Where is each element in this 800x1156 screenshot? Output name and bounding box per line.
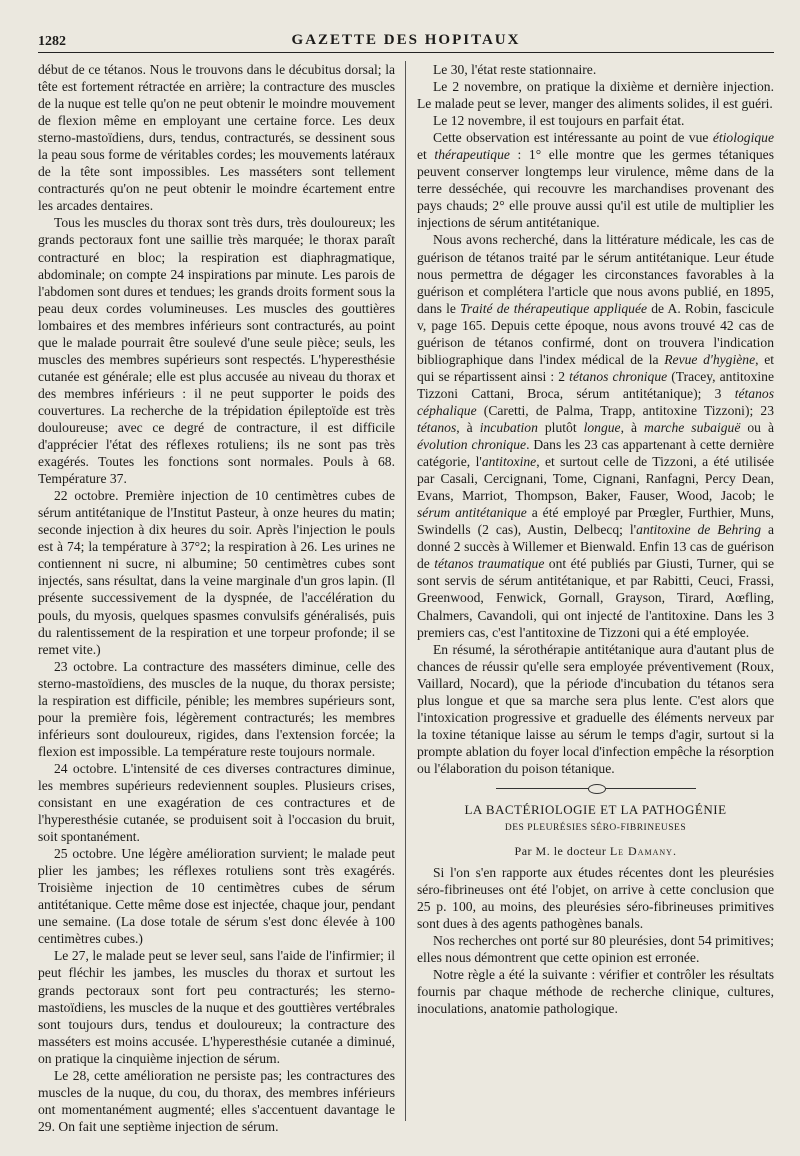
paragraph: 25 octobre. Une légère amélioration survient; le malade peut plier les jambes; les réflexes rotuliens sont très exagérés. Troisième injection de 10 centimètres cubes de sérum antitétanique. Cette même dose est injectée, chaque jour, pendant une semaine. (La dose totale de sérum s'est donc élevée à 100 centimètres cubes.) <box>38 846 395 947</box>
author-name: Le Damany <box>609 844 673 859</box>
observation-paragraph: Cette observation est intéressante au point de vue étiologique et thérapeutique : 1° elle montre que les germes tétaniques peuvent conserver longtemps leur virulence, même dans de la terre desséchée, qui recouvre les marchandises provenant des pays chauds; 2° elle prouve aussi qu'il est utile de multiplier les injections de sérum antitétanique. <box>417 130 774 231</box>
summary-paragraph: En résumé, la sérothérapie antitétanique aura d'autant plus de chances de réussir qu'elle sera employée préventivement (Roux, Vaillard, Nocard), que la période d'incubation du tétanos sera plus longue et que sa marche sera plus lente. C'est alors que l'intoxication progressive et graduelle des éléments nerveux par la toxine tétanique laisse au sérum le temps d'agir, surtout si la prompte ablation du foyer local d'infection empêche la résorption ou l'élaboration du poison tétanique. <box>417 641 774 776</box>
paragraph: Si l'on s'en rapporte aux études récentes dont les pleurésies séro-fibrineuses ont été l'objet, on arrive à cette conclusion que 25 p. 100, au moins, des pleurésies séro-fibrineuses primitives sont dues à des agents pathogènes banals. <box>417 865 774 932</box>
left-column <box>38 61 405 1134</box>
page-number: 1282 <box>38 34 66 49</box>
paragraph: Le 27, le malade peut se lever seul, sans l'aide de l'infirmier; il peut fléchir les jambes, les muscles du thorax et surtout les grands pectoraux sont fort peu contracturés; les sterno-mastoïdiens, les muscles de la nuque et des gouttières vertébrales sont toujours durs, tendus et douloureux; la contracture des masséters est moins accusée. L'hyperesthésie cutanée a diminué, on pratique la cinquième injection de sérum. <box>38 948 395 1066</box>
paragraph: début de ce tétanos. Nous le trouvons dans le décubitus dorsal; la tête est fortement rétractée en arrière; la contracture des muscles de la nuque est telle qu'on ne peut obtenir le moindre mouvement de flexion même en employant une certaine force. Les deux sterno-mastoïdiens, durs, tendus, contracturés, se dessinent sous la peau sous forme de véritables cordes; les mouvements latéraux de la tête sont impossibles. Les masséters sont tellement contracturés qu'on ne peut obtenir le moindre écartement entre les arcades dentaires. <box>38 62 395 214</box>
literature-paragraph: Nous avons recherché, dans la littérature médicale, les cas de guérison de tétanos traité par le sérum antitétanique. Leur étude nous permettra de dégager les circonstances favorables à la guérison et complétera l'article que nous avons publié, en 1895, dans le Traité de thérapeutique appliquée de A. Robin, fascicule v, page 165. Depuis cette époque, nous avons trouvé 42 cas de guérison de tétanos confirmé, dont on trouvera l'indication bibliographique dans l'index médical de la Revue d'hygiène, et qui se répartissent ainsi : 2 tétanos chronique (Tracey, antitoxine Tizzoni Cattani, Broca, sérum antitétanique); 3 tétanos céphalique (Caretti, de Palma, Trapp, antitoxine Tizzoni); 23 tétanos, à incubation plutôt longue, à marche subaiguë ou à évolution chronique. Dans les 23 cas appartenant à cette dernière catégorie, l'antitoxine, et surtout celle de Tizzoni, a été utilisée par Casali, Cercignani, Tome, Cignani, Ranfagni, Percy Dean, Evans, Marriot, Thompson, Baker, Fauser, Wood, Jacob; le sérum antitétanique a été employé par Prœgler, Furthier, Muns, Swindells (2 cas), Austin, Delbecq; l'antitoxine de Behring a donné 2 succès à Willemer et Bienwald. Enfin 13 cas de guérison de tétanos traumatique ont été publiés par Giusti, Turner, qui se sont servis de sérum antitétanique, et par Rabitti, Ceuci, Frassi, Greenwood, Fenwick, Gornall, Grayson, Tirard, Aœfling, Chalmers, Cavandoli, qui ont injecté de l'antitoxine. Dans les 3 premiers cas, c'est l'antitoxine de Tizzoni qui a été employée. <box>417 232 775 640</box>
paragraph: Notre règle a été la suivante : vérifier et contrôler les résultats fournis par chaque méthode de recherche clinique, cultures, inoculations, anatomie pathologique. <box>417 967 774 1017</box>
paragraph: 24 octobre. L'intensité de ces diverses contractures diminue, les membres supérieurs redeviennent souples. Plusieurs crises, consistant en une exagération de ces contractures et de l'hyperesthésie cutanée, se produisent soit à l'occasion du bruit, soit spontanément. <box>38 760 395 845</box>
paragraph: Nos recherches ont porté sur 80 pleurésies, dont 54 primitives; elles nous démontrent que cette opinion est erronée. <box>417 933 774 966</box>
text-columns <box>38 61 775 1134</box>
paragraph: Le 2 novembre, on pratique la dixième et dernière injection. Le malade peut se lever, manger des aliments solides, il est guéri. <box>417 79 774 112</box>
page-header <box>38 30 774 53</box>
section-title: LA BACTÉRIOLOGIE ET LA PATHOGÉNIE <box>464 801 727 817</box>
paragraph: 23 octobre. La contracture des masséters diminue, celle des sterno-mastoïdiens, des muscles de la nuque, du thorax persiste; la respiration est difficile, pénible; les membres supérieurs sont, pour la première fois, légèrement contracturés; les membres inférieurs sont douloureux, rigides, dans l'extension forcée; la flexion est impossible. La température reste toujours normale. <box>38 658 395 759</box>
section-subtitle: DES PLEURÉSIES SÉRO-FIBRINEUSES <box>504 823 687 834</box>
paragraph: Le 12 novembre, il est toujours en parfait état. <box>433 113 685 129</box>
paragraph: Le 30, l'état reste stationnaire. <box>433 62 597 77</box>
paragraph: 22 octobre. Première injection de 10 centimètres cubes de sérum antitétanique de l'Institut Pasteur, à onze heures du matin; seconde injection à dix heures du soir. Après l'injection le pouls est à 74; la température à 37°2; la respiration à 26. Les urines ne contiennent ni sucre, ni albumine; 50 centimètres cubes sont injectés, sans résultat, dans la veine marginale d'un gros lapin. (Il présente successivement de la dyspnée, de l'accélération du pouls, du myosis, quelques spasmes convulsifs généralisés, puis du ralentissement de la respiration et une torpeur profonde; il se remet vite.) <box>38 488 395 657</box>
paragraph: Tous les muscles du thorax sont très durs, très douloureux; les grands pectoraux font une saillie très marquée; le thorax paraît contracturé en bloc; la respiration est diaphragmatique, abdominale; on compte 24 inspirations par minute. Les parois de l'abdomen sont dures et tendues; les grands droits forment sous la peau deux cordes volumineuses. Les muscles des gouttières lombaires et des membres inférieurs sont contracturés, au point que le malade pourrait être soulevé d'une seule pièce; seuls, les muscles des membres supérieurs sont respectés. L'hyperesthésie cutanée est générale; elle est plus accusée au niveau du thorax et des membres inférieurs : il ne peut supporter le poids des couvertures. La recherche de la trépidation épileptoïde est très douloureuse; avec ce degré de contracture, il est difficile d'apprécier l'état des réflexes rotuliens; ils ne sont pas très exagérés. Toutes les fonctions sont normales. Pouls à 68. Température 37. <box>38 215 395 487</box>
byline: Par M. le docteur Le Damany. <box>514 844 677 859</box>
right-column <box>405 61 774 1121</box>
paragraph: Le 28, cette amélioration ne persiste pas; les contractures des muscles de la nuque, du cou, du thorax, des membres inférieurs ont momentanément augmenté; elles s'accentuent davantage le 29. On fait une septième injection de sérum. <box>38 1067 395 1134</box>
section-divider <box>496 783 696 793</box>
running-title: GAZETTE DES HOPITAUX <box>291 32 521 48</box>
